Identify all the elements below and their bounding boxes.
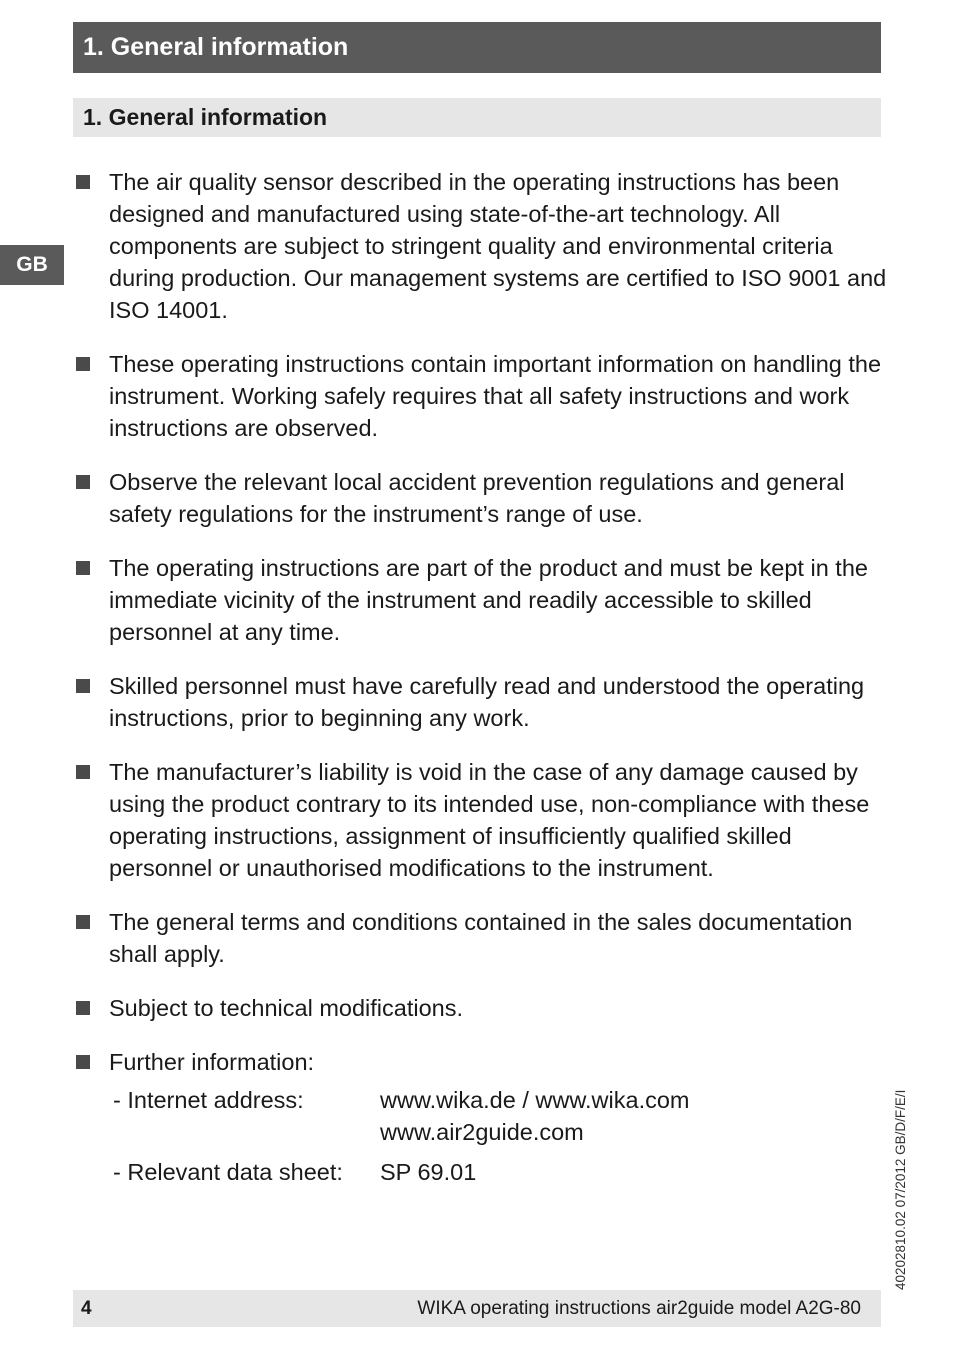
internet-address-row <box>109 1084 888 1148</box>
square-bullet-icon <box>76 475 90 489</box>
internet-address-values <box>380 1084 690 1148</box>
chapter-title: 1. General information <box>83 33 349 61</box>
list-item <box>73 166 888 326</box>
square-bullet-icon <box>76 679 90 693</box>
data-sheet-label: - Relevant data sheet: <box>113 1159 343 1185</box>
list-item-text: The general terms and conditions contained in the sales documentation shall apply. <box>109 909 853 967</box>
list-item-text: Observe the relevant local accident prevention regulations and general safety regulations for the instrument’s range of use. <box>109 469 845 527</box>
list-item-text: Subject to technical modifications. <box>109 995 463 1021</box>
document-code: 40202810.02 07/2012 GB/D/F/E/I <box>893 1089 908 1290</box>
list-item-text: The air quality sensor described in the operating instructions has been designed and manufactured using state-of-the-art technology. All components are subject to stringent quality and environmental criteria during production. Our management systems are certified to ISO 9001 and ISO 14001. <box>109 169 887 323</box>
list-item <box>73 348 888 444</box>
chapter-header <box>73 22 881 73</box>
section-header <box>73 98 881 137</box>
list-item-text: Skilled personnel must have carefully read and understood the operating instructions, prior to beginning any work. <box>109 673 865 731</box>
content-body <box>73 166 888 1196</box>
list-item-text: The operating instructions are part of the product and must be kept in the immediate vicinity of the instrument and readily accessible to skilled personnel at any time. <box>109 555 868 645</box>
square-bullet-icon <box>76 765 90 779</box>
list-item <box>73 992 888 1024</box>
list-item-text: These operating instructions contain important information on handling the instrument. Working safely requires that all safety instructions and work instructions are observed. <box>109 351 882 441</box>
list-item <box>73 552 888 648</box>
internet-address-link[interactable]: www.air2guide.com <box>380 1119 584 1145</box>
further-info-table <box>109 1084 888 1188</box>
list-item <box>73 756 888 884</box>
page-number: 4 <box>81 1297 92 1319</box>
square-bullet-icon <box>76 357 90 371</box>
internet-address-link[interactable]: www.wika.de / www.wika.com <box>380 1087 690 1113</box>
data-sheet-value: SP 69.01 <box>380 1159 477 1185</box>
list-item-text: The manufacturer’s liability is void in the case of any damage caused by using the product contrary to its intended use, non-compliance with these operating instructions, assignment of insufficiently qualified skilled personnel or unauthorised modifications to the instrument. <box>109 759 870 881</box>
list-item-text: Further information: <box>109 1049 315 1075</box>
section-title: 1. General information <box>83 104 328 130</box>
square-bullet-icon <box>76 915 90 929</box>
list-item-further-information <box>73 1046 888 1188</box>
square-bullet-icon <box>76 175 90 189</box>
data-sheet-row <box>109 1156 888 1188</box>
list-item <box>73 670 888 734</box>
list-item <box>73 906 888 970</box>
internet-address-label: - Internet address: <box>113 1087 304 1113</box>
language-tab-label: GB <box>16 253 48 276</box>
language-tab <box>0 245 64 285</box>
list-item <box>73 466 888 530</box>
square-bullet-icon <box>76 1001 90 1015</box>
square-bullet-icon <box>76 1055 90 1069</box>
page-footer <box>73 1290 881 1327</box>
footer-text: WIKA operating instructions air2guide model A2G-80 <box>417 1297 861 1319</box>
square-bullet-icon <box>76 561 90 575</box>
